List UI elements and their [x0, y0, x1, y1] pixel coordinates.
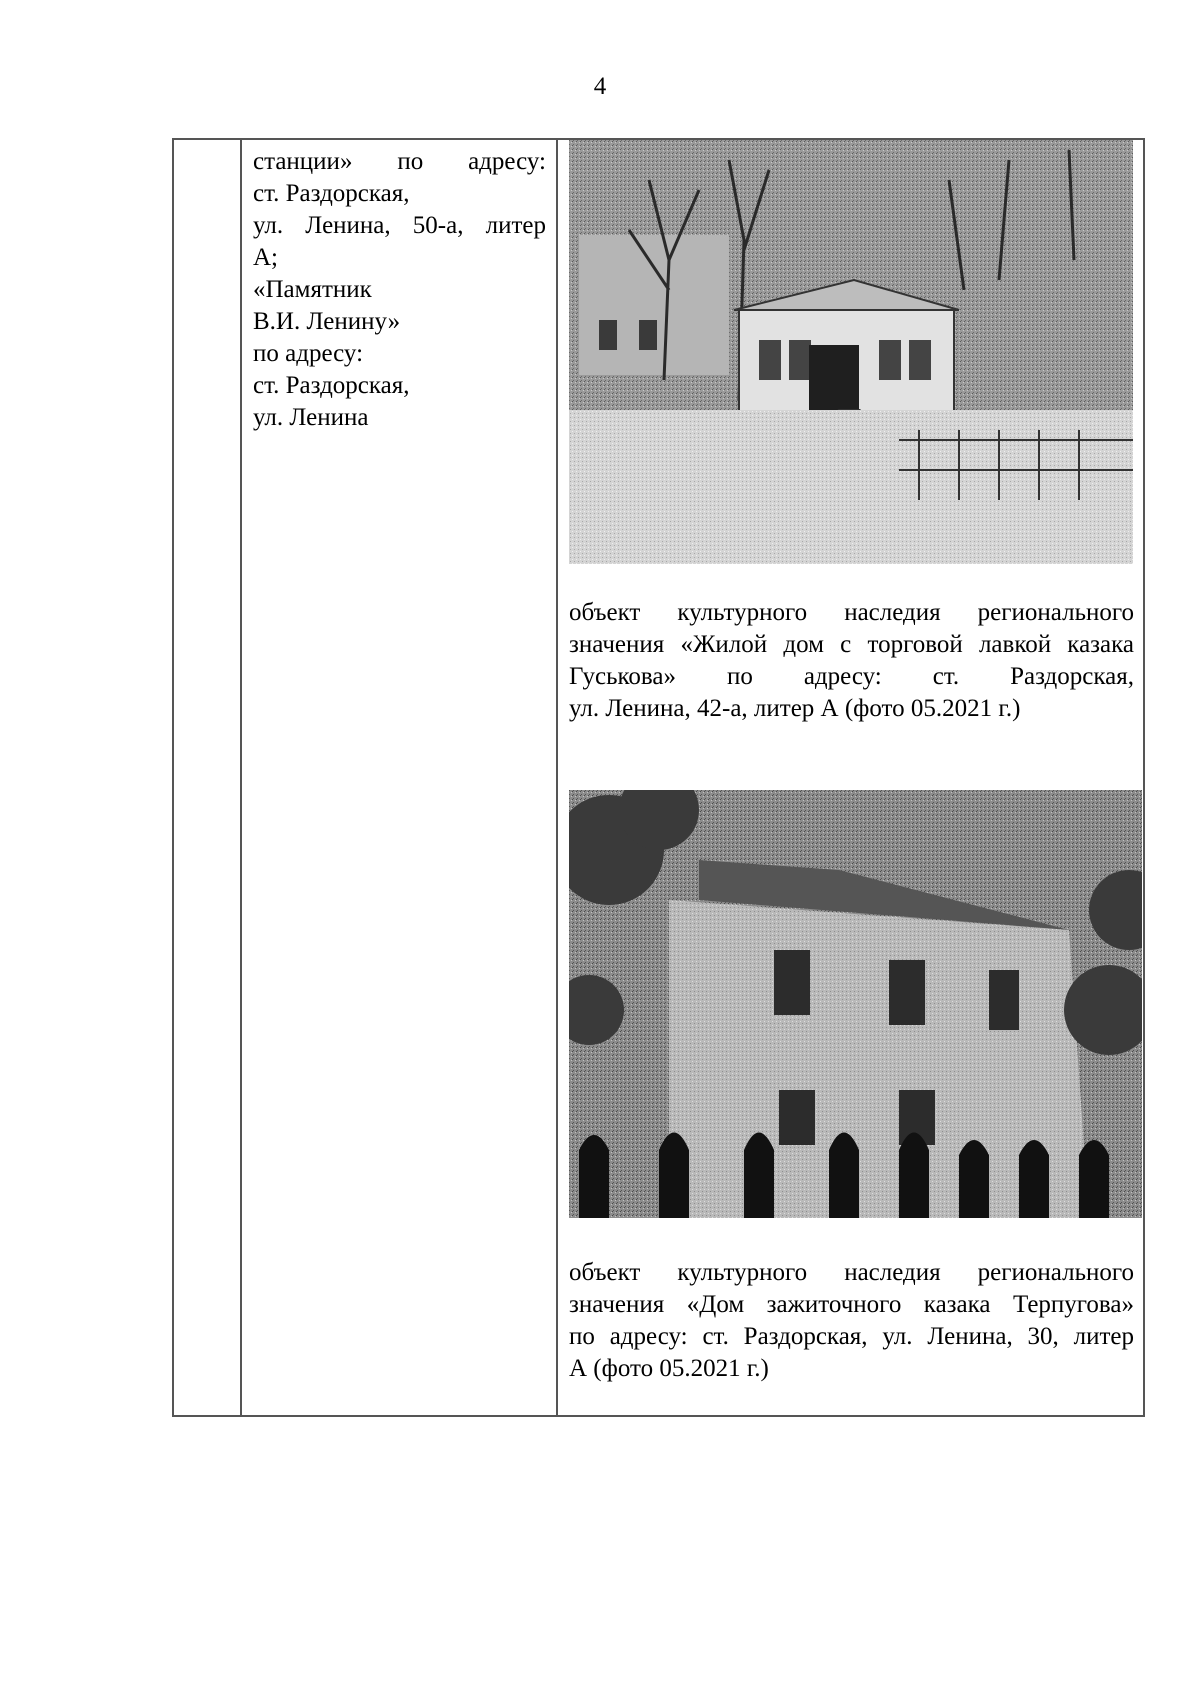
address-line: по адресу:	[253, 340, 364, 367]
building-photo-image	[569, 140, 1133, 564]
photo-caption	[569, 597, 1134, 725]
caption-line: А (фото 05.2021 г.)	[569, 1355, 769, 1382]
photo-terpugov-house	[569, 790, 1142, 1218]
address-line: ст. Раздорская,	[253, 372, 410, 399]
building-photo-image	[569, 790, 1142, 1218]
address-line: А;	[253, 244, 278, 271]
caption-line: значения «Дом зажиточного казака Терпугова»	[569, 1291, 1134, 1318]
address-line: ст. Раздорская,	[253, 180, 410, 207]
caption-line: значения «Жилой дом с торговой лавкой казака	[569, 631, 1134, 658]
column-divider	[556, 140, 558, 1415]
caption-line: объект культурного наследия регионального	[569, 599, 1134, 626]
caption-line: ул. Ленина, 42-а, литер А (фото 05.2021 г.)	[569, 695, 1021, 722]
caption-line: объект культурного наследия регионального	[569, 1259, 1134, 1286]
photo-guskov-house	[569, 140, 1133, 564]
object-address-cell	[253, 146, 546, 434]
address-line: станции» по адресу:	[253, 148, 546, 175]
address-line: ул. Ленина, 50-а, литер	[253, 212, 546, 239]
photo-caption	[569, 1257, 1134, 1385]
page-number: 4	[593, 73, 607, 100]
address-line: В.И. Ленину»	[253, 308, 401, 335]
heritage-table	[172, 138, 1145, 1417]
caption-line: Гуськова» по адресу: ст. Раздорская,	[569, 663, 1134, 690]
address-line: ул. Ленина	[253, 404, 369, 431]
address-line: «Памятник	[253, 276, 372, 303]
caption-line: по адресу: ст. Раздорская, ул. Ленина, 30, литер	[569, 1323, 1134, 1350]
column-divider	[240, 140, 242, 1415]
